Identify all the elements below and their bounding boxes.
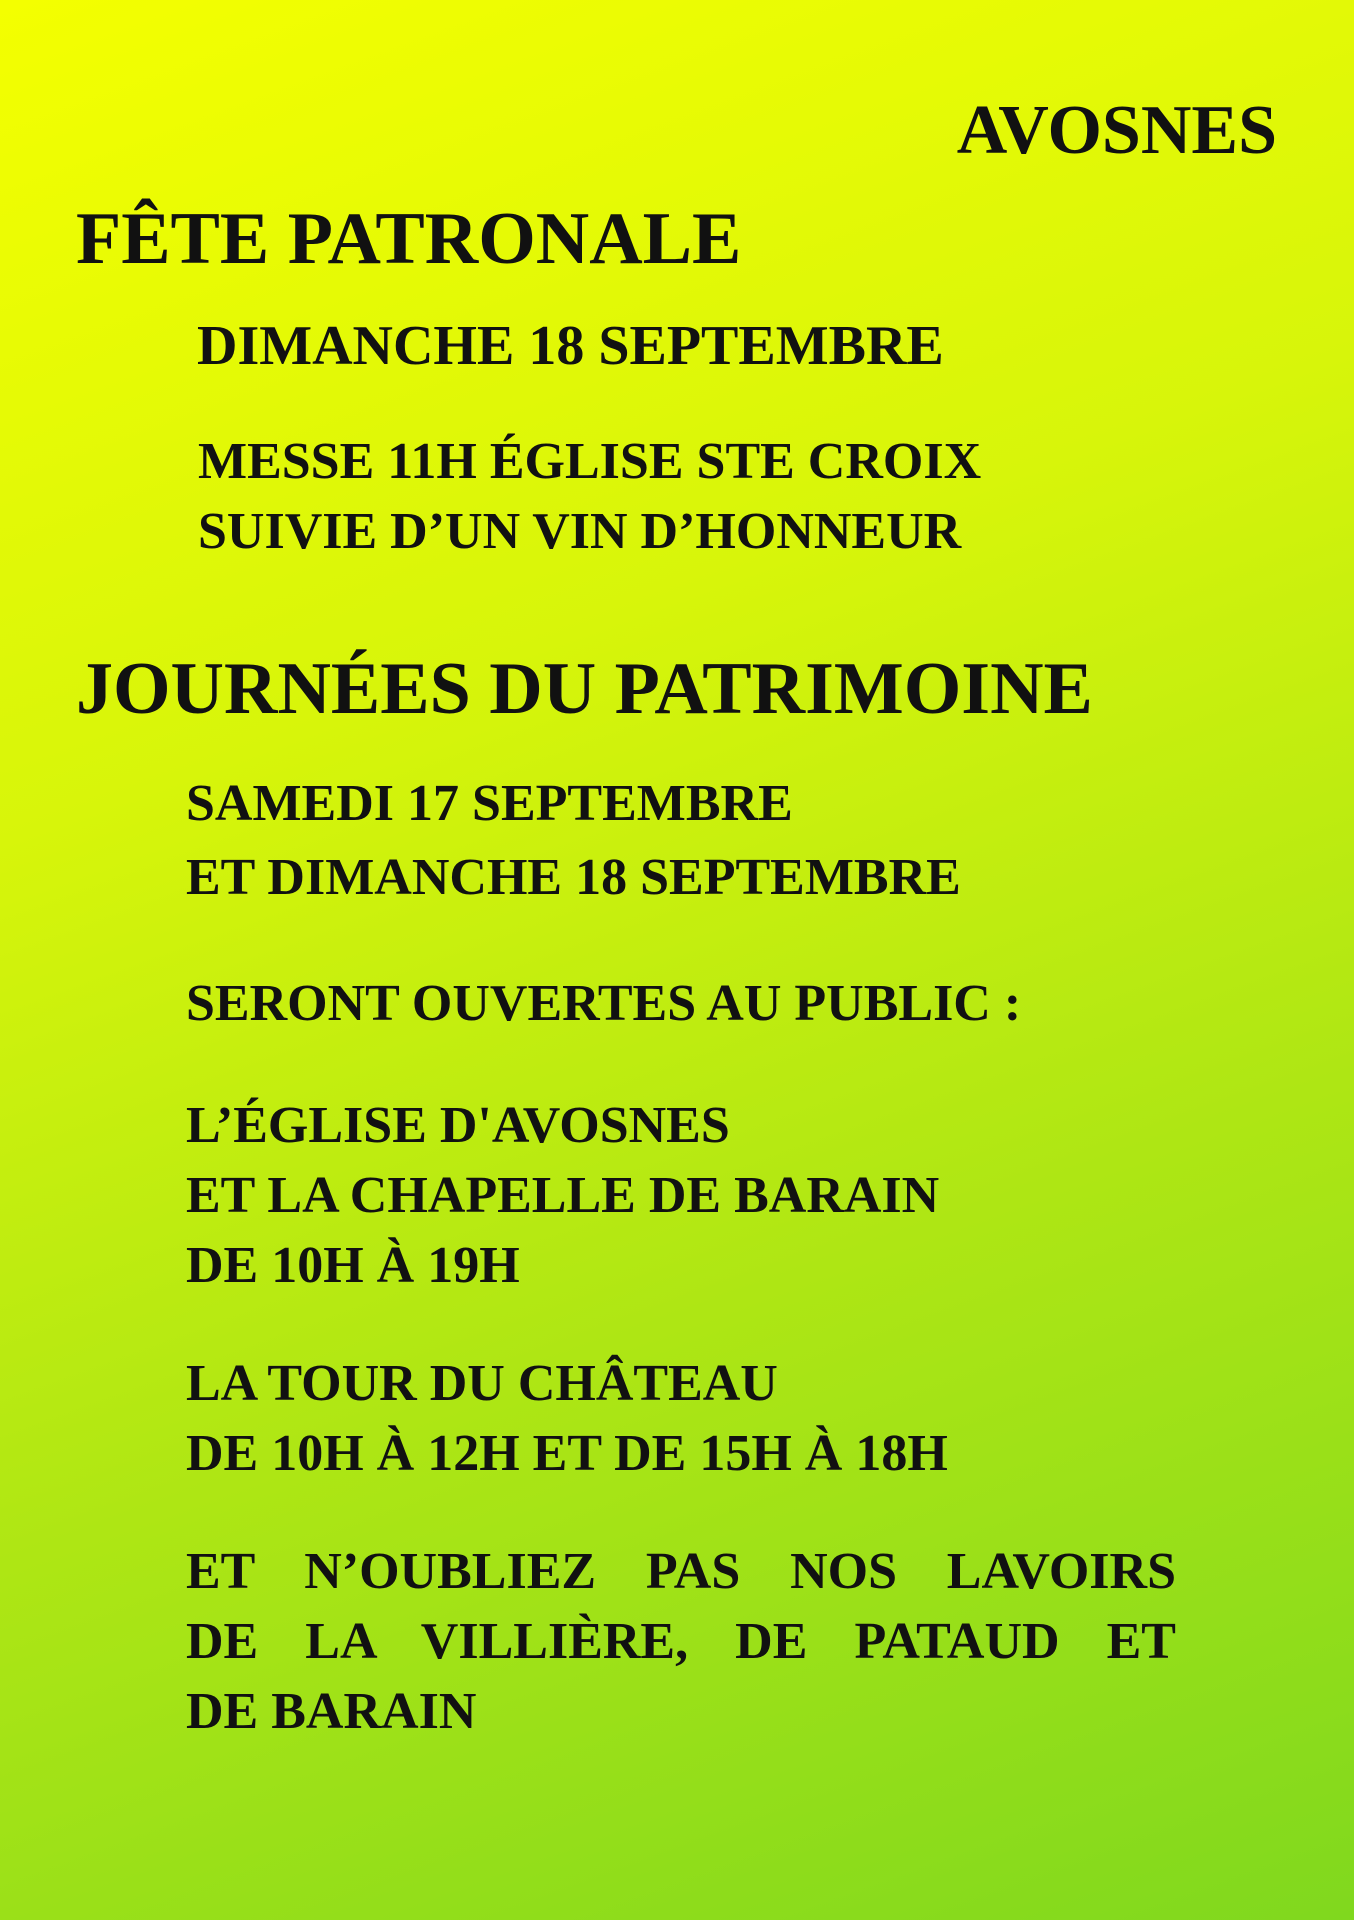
church-line1: L’ÉGLISE D'AVOSNES [186,1097,730,1154]
church-hours: DE 10H À 19H [186,1237,520,1294]
fete-patronale-title: FÊTE PATRONALE [76,198,742,280]
mass-info-line1: MESSE 11H ÉGLISE STE CROIX [198,433,982,490]
patrimoine-dates-line1: SAMEDI 17 SEPTEMBRE [186,775,793,832]
mass-info-line2: SUIVIE D’UN VIN D’HONNEUR [198,503,962,560]
church-line2: ET LA CHAPELLE DE BARAIN [186,1167,940,1224]
patrimoine-title: JOURNÉES DU PATRIMOINE [76,648,1093,730]
reminder-line2: DE LA VILLIÈRE, DE PATAUD ET [186,1613,1176,1670]
patrimoine-dates-line2: ET DIMANCHE 18 SEPTEMBRE [186,849,961,906]
tower-line1: LA TOUR DU CHÂTEAU [186,1355,778,1412]
tower-hours: DE 10H À 12H ET DE 15H À 18H [186,1425,948,1482]
reminder-line3: DE BARAIN [186,1683,477,1740]
fete-date: DIMANCHE 18 SEPTEMBRE [197,315,944,377]
town-name: AVOSNES [956,92,1277,169]
reminder-line1: ET N’OUBLIEZ PAS NOS LAVOIRS [186,1543,1176,1600]
open-to-public-label: SERONT OUVERTES AU PUBLIC : [186,975,1022,1032]
